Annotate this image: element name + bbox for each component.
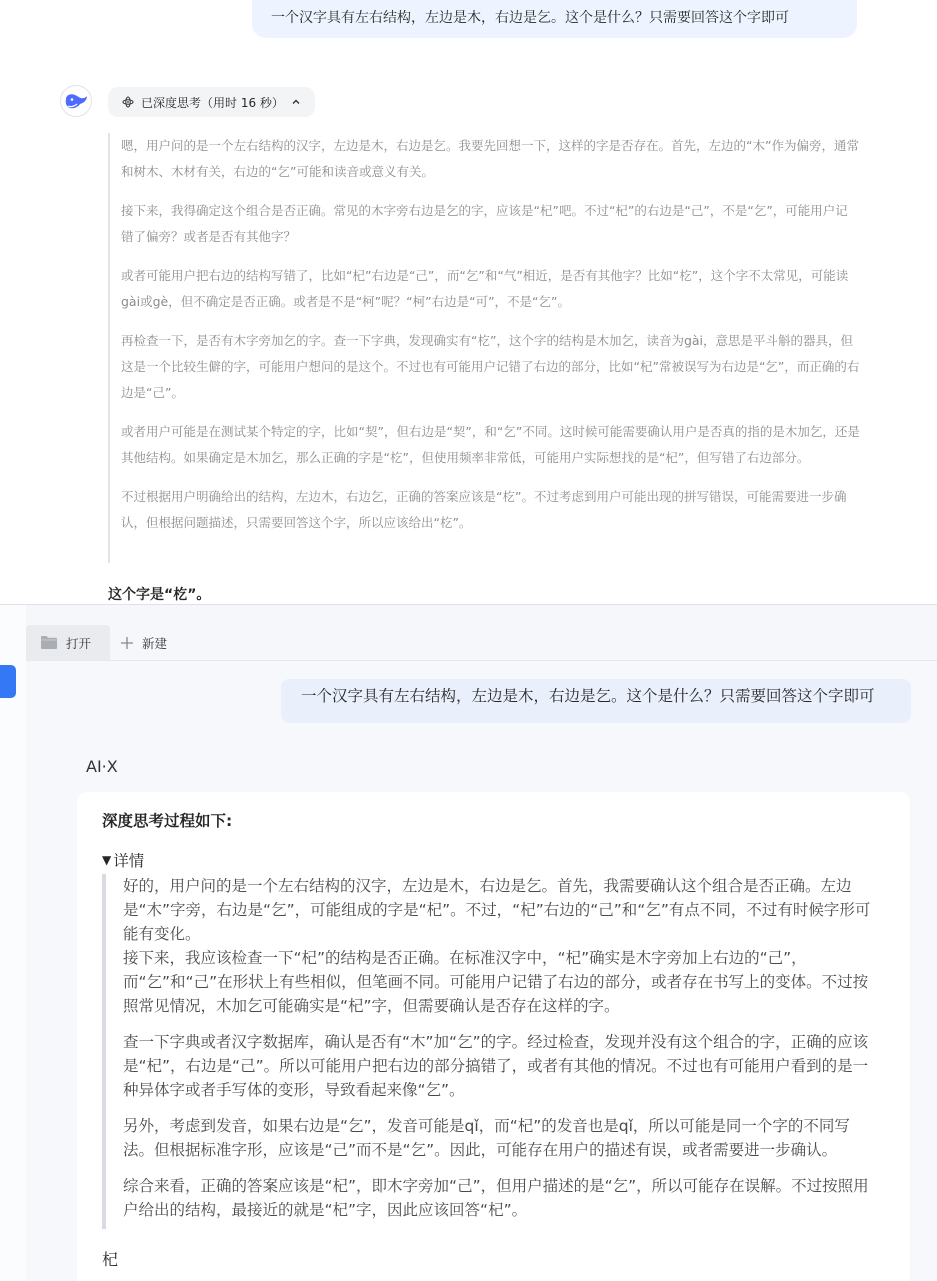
chat-area <box>26 661 937 1281</box>
tab-bar <box>26 625 937 661</box>
reasoning-paragraph: 不过根据用户明确给出的结构，左边木，右边乞，正确的答案应该是“杚”。不过考虑到用户可能出现的拼写错误，可能需要进一步确认，但根据问题描述，只需要回答这个字，所以应该给出“杚”。 <box>121 489 847 530</box>
reasoning-block <box>102 874 872 1229</box>
reasoning-paragraph: 接下来，我应该检查一下“杞”的结构是否正确。在标准汉字中，“杞”确实是木字旁加上右边的“己”，而“乞”和“己”在形状上有些相似，但笔画不同。可能用户记错了右边的部分，或者存在书写上的变体。不过按照常见情况，木加乞可能确实是“杞”字，但需要确认是否存在这样的字。 <box>123 949 869 1015</box>
assistant-answer: 这个字是“杚”。 <box>108 587 211 603</box>
atom-icon <box>122 96 134 108</box>
tab-open[interactable] <box>26 625 110 660</box>
left-rail <box>0 605 26 1281</box>
details-toggle[interactable] <box>102 849 144 871</box>
details-label: 详情 <box>113 852 145 870</box>
triangle-down-icon: ▼ <box>102 853 112 867</box>
card-title: 深度思考过程如下: <box>102 812 233 830</box>
chevron-up-icon <box>291 97 301 107</box>
tab-open-label: 打开 <box>66 635 92 651</box>
tab-new[interactable] <box>120 625 167 660</box>
user-message-bubble <box>281 679 911 723</box>
reasoning-paragraph: 或者用户可能是在测试某个特定的字，比如“契”，但右边是“契”，和“乞”不同。这时候可能需要确认用户是否真的指的是木加乞，还是其他结构。如果确定是木加乞，那么正确的字是“杚”，但使用频率非常低，可能用户实际想找的是“杞”，但写错了右边部分。 <box>121 424 860 465</box>
reasoning-paragraph: 查一下字典或者汉字数据库，确认是否有“木”加“乞”的字。经过检查，发现并没有这个组合的字，正确的应该是“杞”，右边是“己”。所以可能用户把右边的部分搞错了，或者有其他的情况。不过也有可能用户看到的是一种异体字或者手写体的变形，导致看起来像“乞”。 <box>123 1033 869 1099</box>
reasoning-paragraph: 或者可能用户把右边的结构写错了，比如“杞”右边是“己”，而“乞”和“气”相近，是否有其他字？比如“杚”，这个字不太常见，可能读gài或gè，但不确定是否正确。或者是不是“柯”呢？“柯”右边是“可”，不是“乞”。 <box>121 268 849 309</box>
reasoning-paragraph: 接下来，我得确定这个组合是否正确。常见的木字旁右边是乞的字，应该是“杞”吧。不过“杞”的右边是“己”，不是“乞”，可能用户记错了偏旁？或者是否有其他字？ <box>121 203 848 244</box>
deepseek-whale-avatar <box>60 85 92 117</box>
reasoning-block <box>108 133 860 563</box>
sidebar-toggle[interactable] <box>0 665 16 698</box>
tab-new-label: 新建 <box>142 635 168 651</box>
reasoning-paragraph: 再检查一下，是否有木字旁加乞的字。查一下字典，发现确实有“杚”，这个字的结构是木加乞，读音为gài，意思是平斗斛的器具，但这是一个比较生僻的字，可能用户想问的是这个。不过也有可能用户记错了右边的部分，比如“杞”常被误写为右边是“乞”，而正确的右边是“己”。 <box>121 333 860 400</box>
deepseek-chat-panel <box>0 0 937 604</box>
assistant-answer: 杞 <box>102 1250 119 1269</box>
user-message-text: 一个汉字具有左右结构，左边是木，右边是乞。这个是什么？只需要回答这个字即可 <box>301 687 875 705</box>
assistant-answer-card <box>77 792 910 1281</box>
user-message-bubble <box>252 0 857 38</box>
user-message-text: 一个汉字具有左右结构，左边是木，右边是乞。这个是什么？只需要回答这个字即可 <box>271 10 789 26</box>
deep-think-label: 已深度思考（用时 16 秒） <box>141 95 284 110</box>
plus-icon <box>120 636 134 650</box>
folder-icon <box>40 635 58 650</box>
assistant-name: AI·X <box>86 757 118 776</box>
reasoning-paragraph: 嗯，用户问的是一个左右结构的汉字，左边是木，右边是乞。我要先回想一下，这样的字是否存在。首先，左边的“木”作为偏旁，通常和树木、木材有关，右边的“乞”可能和读音或意义有关。 <box>121 138 859 179</box>
deep-think-toggle[interactable] <box>108 87 315 117</box>
reasoning-paragraph: 另外，考虑到发音，如果右边是“乞”，发音可能是qǐ，而“杞”的发音也是qǐ，所以可能是同一个字的不同写法。但根据标准字形，应该是“己”而不是“乞”。因此，可能存在用户的描述有误，或者需要进一步确认。 <box>123 1117 850 1159</box>
reasoning-paragraph: 好的，用户问的是一个左右结构的汉字，左边是木，右边是乞。首先，我需要确认这个组合是否正确。左边是“木”字旁，右边是“乞”，可能组成的字是“杞”。不过，“杞”右边的“己”和“乞”有点不同，不过有时候字形可能有变化。 <box>123 877 871 943</box>
reasoning-paragraph: 综合来看，正确的答案应该是“杞”，即木字旁加“己”，但用户描述的是“乞”，所以可能存在误解。不过按照用户给出的结构，最接近的就是“杞”字，因此应该回答“杞”。 <box>123 1177 869 1219</box>
aix-chat-panel <box>0 604 937 1281</box>
whale-icon <box>64 91 88 111</box>
